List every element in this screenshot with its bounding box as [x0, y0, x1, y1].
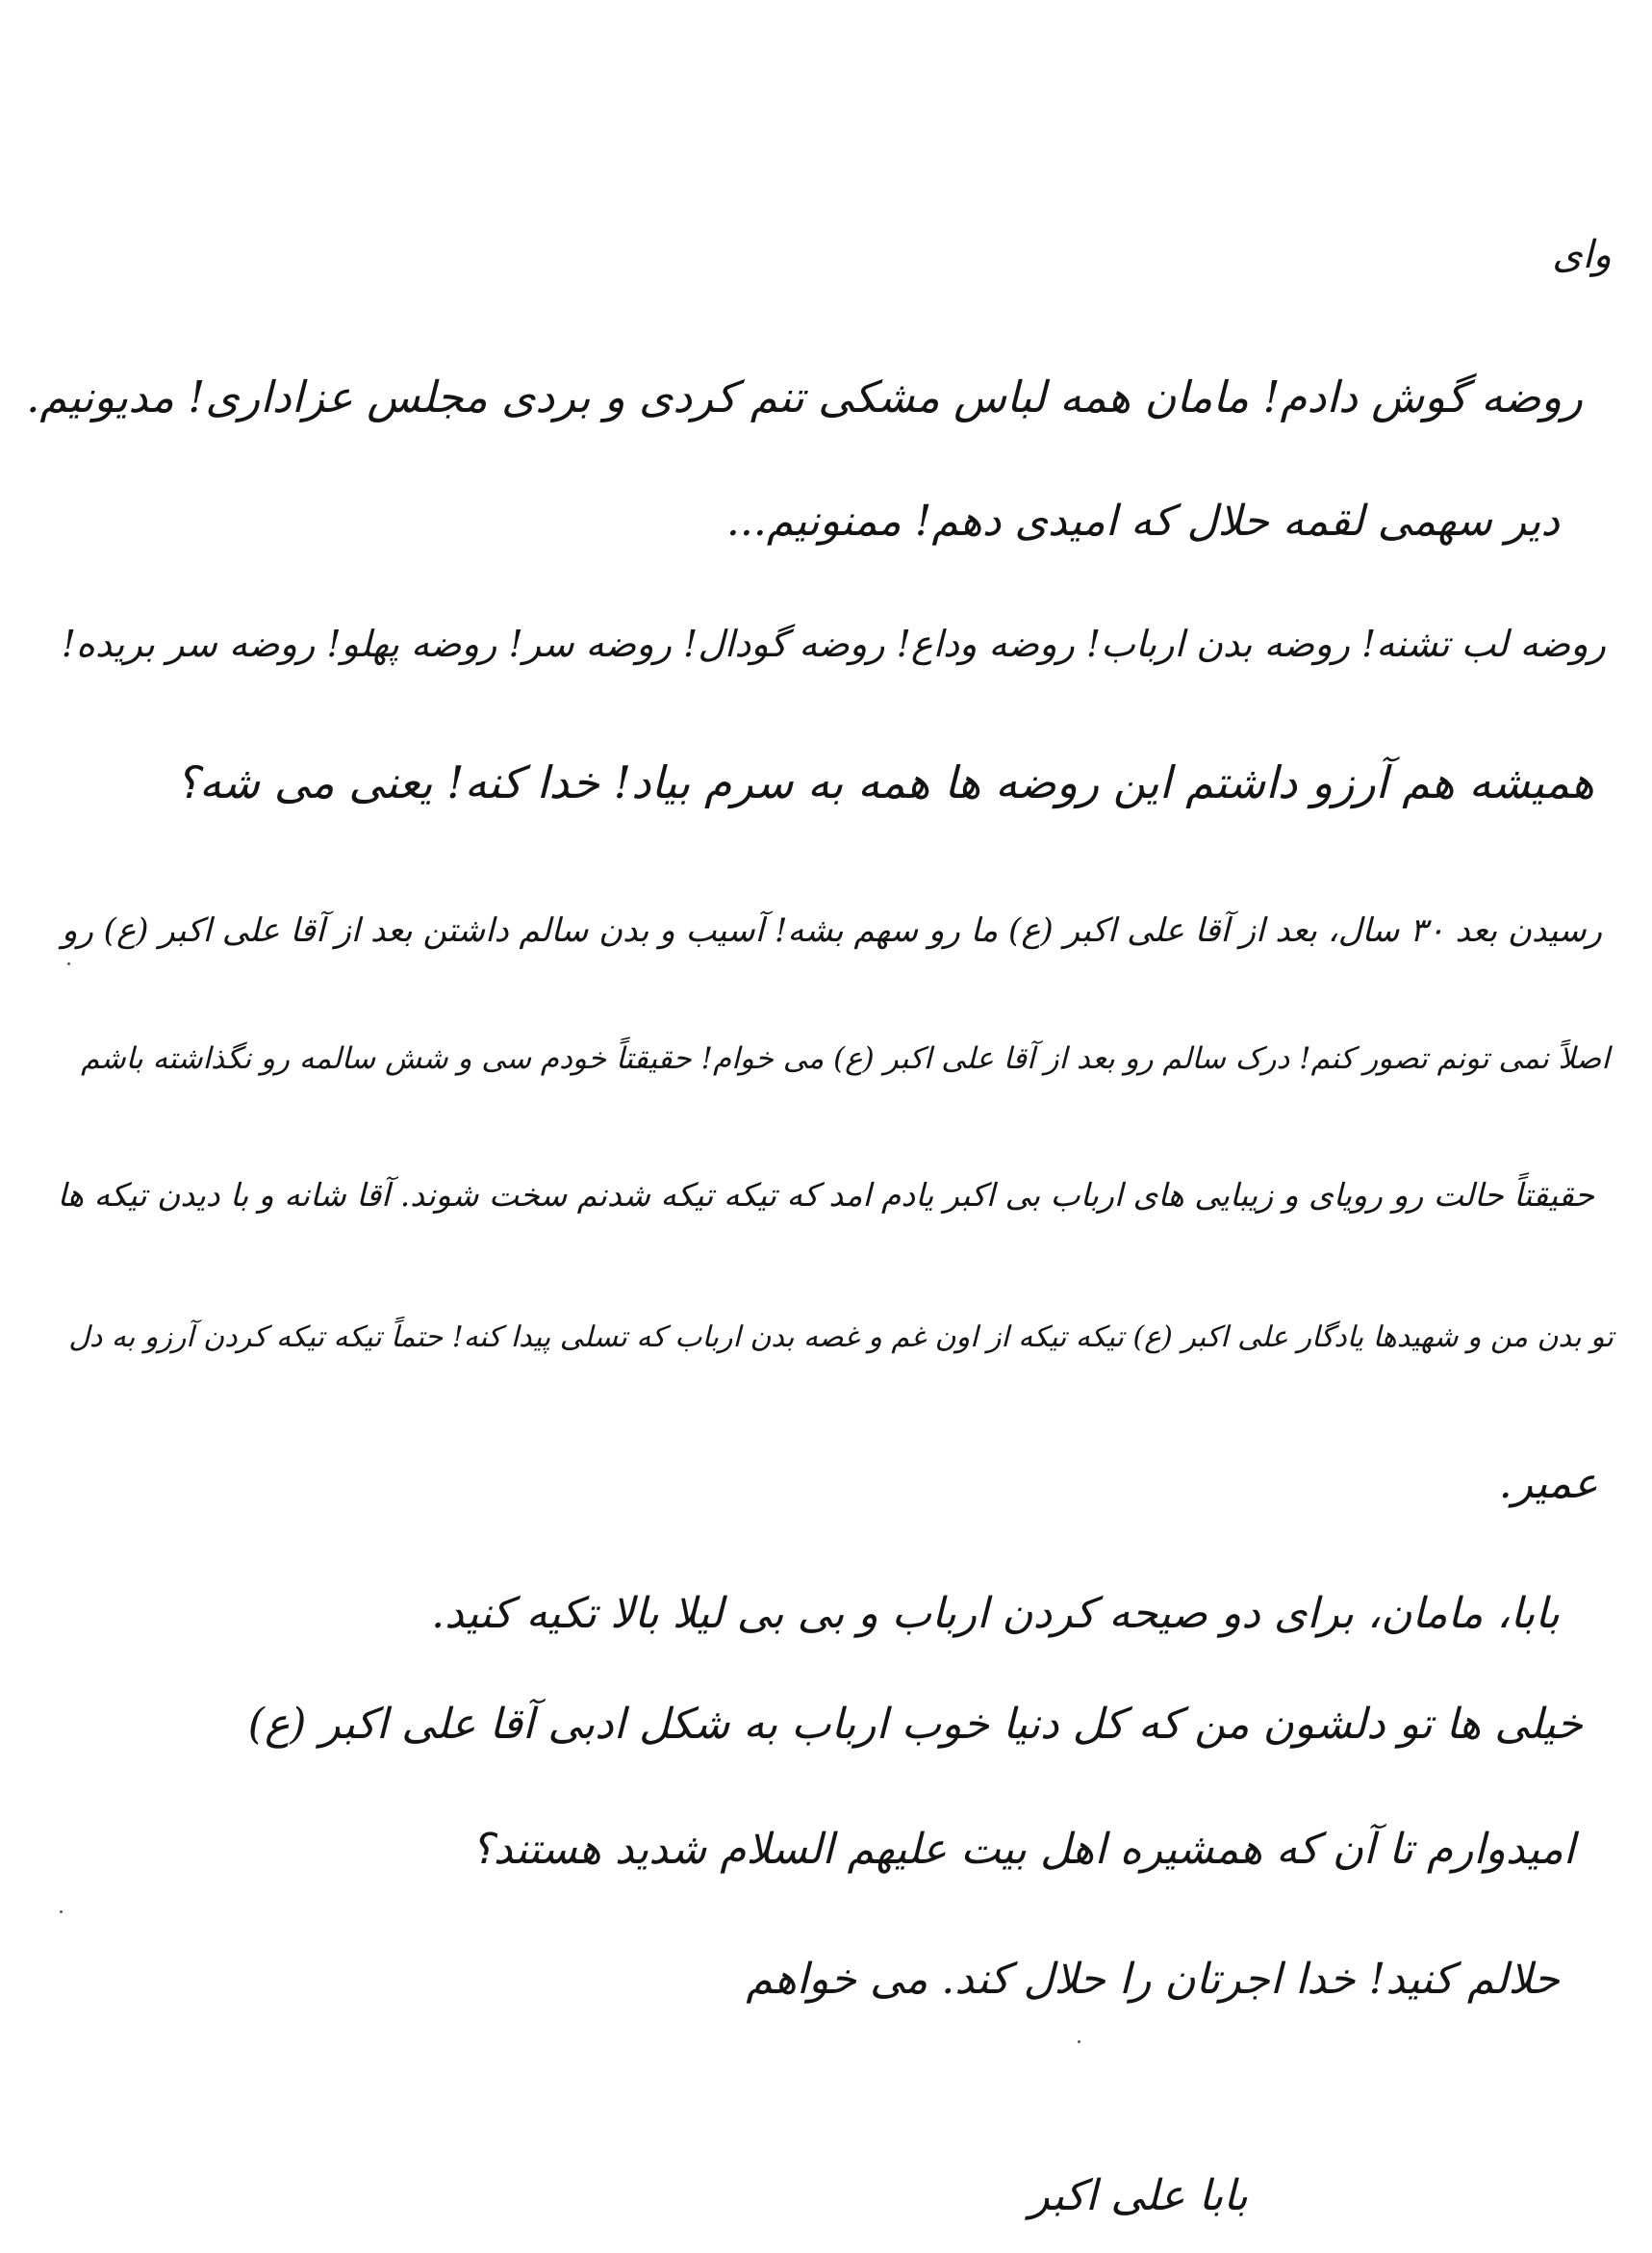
letter-line: امیدوارم تا آن که همشیره اهل بیت علیهم السلام شدید هستند؟ — [470, 1825, 1575, 1874]
ink-speck — [67, 962, 70, 965]
ink-speck — [60, 1910, 63, 1913]
ink-speck — [1078, 2040, 1080, 2043]
letter-line: دیر سهمی لقمه حلال که امیدی دهم! ممنونیم... — [725, 497, 1560, 546]
letter-line: روضه گوش دادم! مامان همه لباس مشکی تنم کردی و بردی مجلس عزاداری! مدیونیم. — [26, 371, 1583, 422]
letter-line: عمیر. — [1498, 1459, 1598, 1508]
letter-line: حلالم کنید! خدا اجرتان را حلال کند. می خواهم — [746, 1955, 1560, 2004]
letter-line: روضه لب تشنه! روضه بدن ارباب! روضه وداع! روضه گودال! روضه سر! روضه پهلو! روضه سر بریده! — [61, 623, 1606, 665]
letter-line: تو بدن من و شهیدها یادگار علی اکبر (ع) تیکه تیکه از اون غم و غصه بدن ارباب که تسلی پیدا کنه! حتماً تیکه تیکه کردن آرزو به دل — [68, 1320, 1614, 1354]
letter-line: حقیقتاً حالت رو رویای و زیبایی های ارباب بی اکبر یادم امد که تیکه تیکه شدنم سخت شوند. آقا شانه و با دیدن تیکه ها — [57, 1176, 1594, 1214]
letter-line: بابا، مامان، برای دو صیحه کردن ارباب و بی بی لیلا بالا تکیه کنید. — [431, 1589, 1560, 1638]
letter-line: اصلاً نمی تونم تصور کنم! درک سالم رو بعد از آقا علی اکبر (ع) می خوام! حقیقتاً خودم سی و شش سالمه رو نگذاشته باشم — [81, 1041, 1610, 1076]
letter-line: همیشه هم آرزو داشتم این روضه ها همه به سرم بیاد! خدا کنه! یعنی می شه؟ — [175, 756, 1594, 808]
letter-heading: وای — [1552, 233, 1612, 277]
letter-line: رسیدن بعد ۳۰ سال، بعد از آقا علی اکبر (ع) ما رو سهم بشه! آسیب و بدن سالم داشتن بعد از آقا علی اکبر (ع) رو — [62, 911, 1602, 950]
letter-signature: بابا علی اکبر — [1029, 2171, 1248, 2220]
letter-line: خیلی ها تو دلشون من که کل دنیا خوب ارباب به شکل ادبی آقا علی اکبر (ع) — [247, 1700, 1583, 1749]
